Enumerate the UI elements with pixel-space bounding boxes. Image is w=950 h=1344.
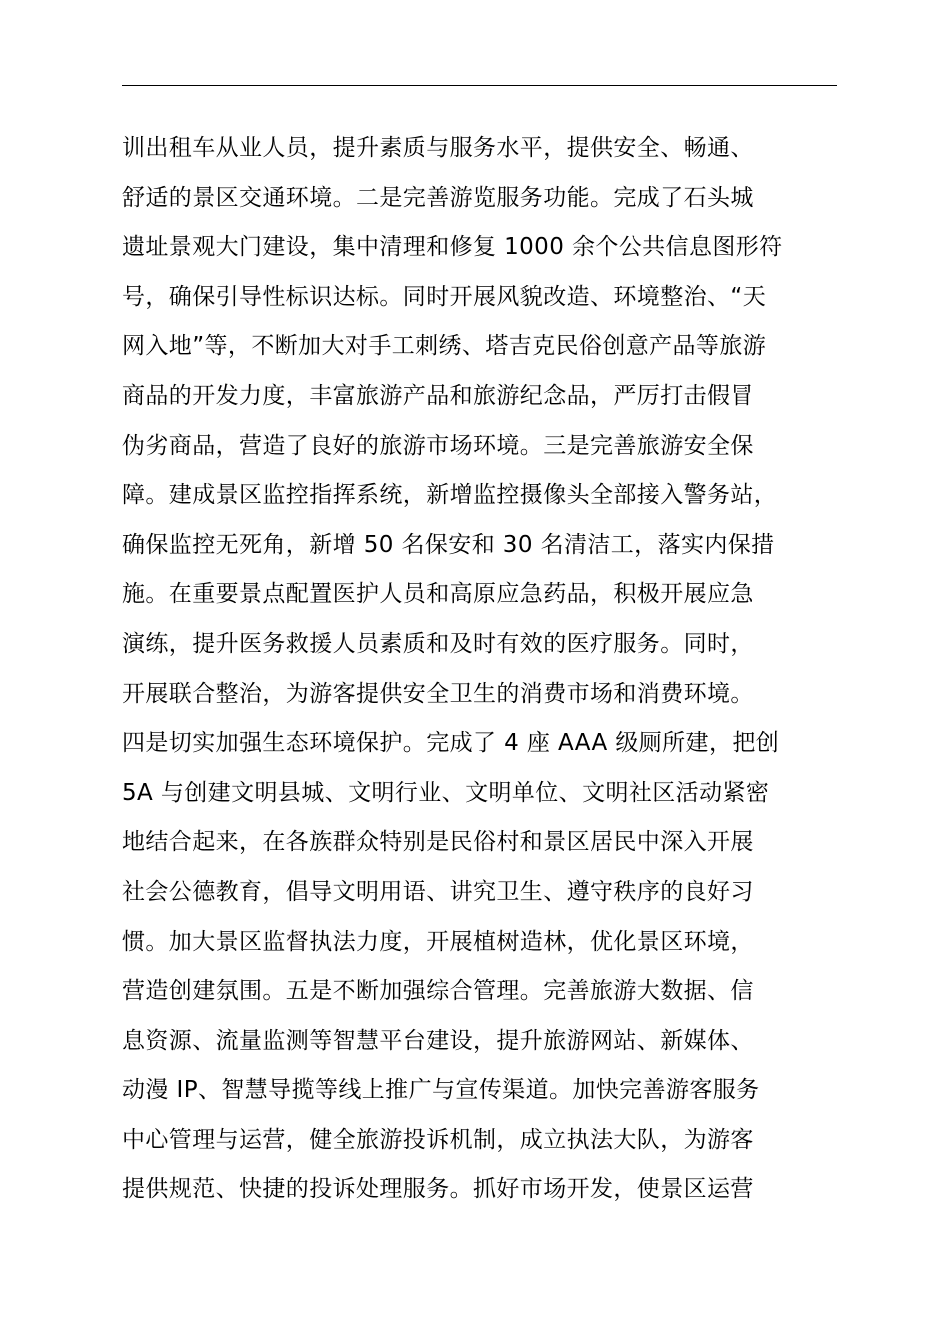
text-line: 舒适的景区交通环境。二是完善游览服务功能。完成了石头城 [122, 184, 754, 211]
header-divider [122, 85, 837, 86]
text-line: 网入地”等，不断加大对手工刺绣、塔吉克民俗创意产品等旅游 [122, 333, 767, 360]
text-line: 四是切实加强生态环境保护。完成了 4 座 AAA 级厕所建，把创 [122, 730, 780, 757]
text-line: 伪劣商品，营造了良好的旅游市场环境。三是完善旅游安全保 [122, 432, 754, 459]
text-line: 遗址景观大门建设，集中清理和修复 1000 余个公共信息图形符 [122, 234, 783, 261]
text-line: 施。在重要景点配置医护人员和高原应急药品，积极开展应急 [122, 581, 754, 608]
text-line: 惯。加大景区监督执法力度，开展植树造林，优化景区环境， [122, 928, 754, 955]
body-paragraph [122, 124, 882, 1215]
text-line: 商品的开发力度，丰富旅游产品和旅游纪念品，严厉打击假冒 [122, 382, 754, 409]
text-line: 障。建成景区监控指挥系统，新增监控摄像头全部接入警务站， [122, 482, 778, 509]
text-line: 演练，提升医务救援人员素质和及时有效的医疗服务。同时， [122, 630, 754, 657]
text-line: 息资源、流量监测等智慧平台建设，提升旅游网站、新媒体、 [122, 1027, 754, 1054]
text-line: 提供规范、快捷的投诉处理服务。抓好市场开发，使景区运营 [122, 1176, 754, 1203]
text-line: 地结合起来，在各族群众特别是民俗村和景区居民中深入开展 [122, 829, 754, 856]
text-line: 号，确保引导性标识达标。同时开展风貌改造、环境整治、“天 [122, 283, 767, 310]
text-line: 确保监控无死角，新增 50 名保安和 30 名清洁工，落实内保措 [122, 531, 775, 558]
text-line: 营造创建氛围。五是不断加强综合管理。完善旅游大数据、信 [122, 978, 754, 1005]
text-line: 动漫 IP、智慧导揽等线上推广与宣传渠道。加快完善游客服务 [122, 1077, 760, 1104]
text-line: 训出租车从业人员，提升素质与服务水平，提供安全、畅通、 [122, 135, 754, 161]
text-line: 中心管理与运营，健全旅游投诉机制，成立执法大队，为游客 [122, 1126, 754, 1153]
text-line: 5A 与创建文明县城、文明行业、文明单位、文明社区活动紧密 [122, 779, 770, 806]
text-line: 社会公德教育，倡导文明用语、讲究卫生、遵守秩序的良好习 [122, 878, 754, 905]
text-line: 开展联合整治，为游客提供安全卫生的消费市场和消费环境。 [122, 680, 754, 707]
